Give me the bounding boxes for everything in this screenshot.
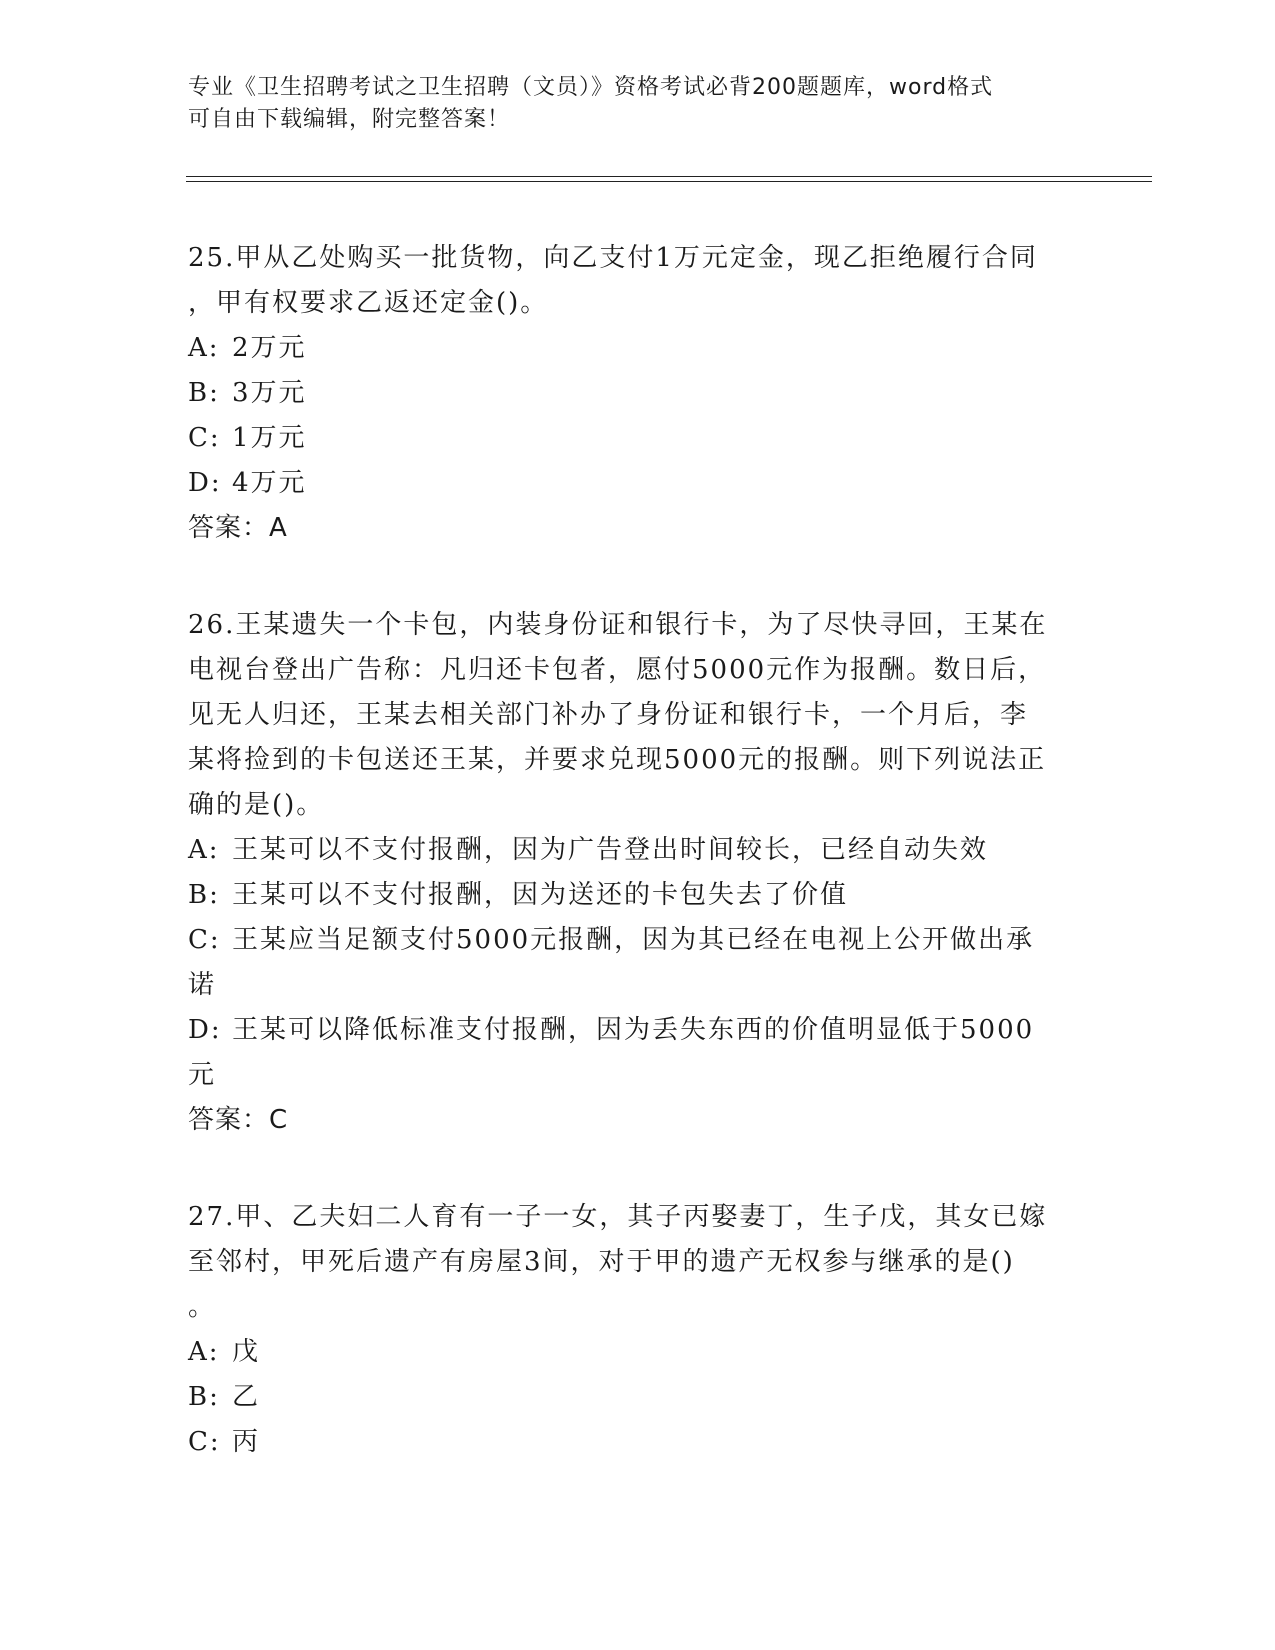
option-d	[188, 1008, 1068, 1053]
option-key: A:	[188, 835, 220, 865]
option-key: D:	[188, 468, 222, 498]
option-text: 王某可以降低标准支付报酬，因为丢失东西的价值明显低于5000	[232, 1015, 1035, 1045]
question-text-line: 26.王某遗失一个卡包，内装身份证和银行卡，为了尽快寻回，王某在	[188, 610, 1048, 640]
option-text: 4万元	[232, 468, 307, 498]
option-text: 2万元	[232, 333, 307, 363]
option-key: B:	[188, 880, 220, 910]
option-d	[188, 461, 1068, 506]
option-key: C:	[188, 423, 221, 453]
header-divider	[186, 176, 1152, 182]
option-d-continuation: 元	[188, 1060, 217, 1090]
option-key: C:	[188, 1427, 221, 1457]
option-a	[188, 828, 1068, 873]
option-c	[188, 1420, 1068, 1465]
option-b	[188, 1375, 1068, 1420]
question-text-line: 27.甲、乙夫妇二人育有一子一女，其子丙娶妻丁，生子戊，其女已嫁	[188, 1202, 1048, 1232]
question-text-line: 电视台登出广告称：凡归还卡包者，愿付5000元作为报酬。数日后，	[188, 655, 1047, 685]
header-line-2: 可自由下载编辑，附完整答案！	[188, 107, 511, 132]
option-c	[188, 416, 1068, 461]
option-key: D:	[188, 1015, 222, 1045]
question-list	[188, 236, 1068, 1517]
question-text-line: 某将捡到的卡包送还王某，并要求兑现5000元的报酬。则下列说法正	[188, 745, 1047, 775]
question-text-line: ，甲有权要求乙返还定金()。	[188, 288, 549, 318]
answer-label: 答案：C	[188, 1105, 289, 1135]
option-a	[188, 1330, 1068, 1375]
question-text-line: 。	[188, 1292, 217, 1322]
question-26	[188, 603, 1068, 1143]
option-key: A:	[188, 333, 220, 363]
option-key: A:	[188, 1337, 220, 1367]
answer-label: 答案：A	[188, 513, 288, 543]
question-text-line: 25.甲从乙处购买一批货物，向乙支付1万元定金，现乙拒绝履行合同	[188, 243, 1038, 273]
option-text: 王某应当足额支付5000元报酬，因为其已经在电视上公开做出承	[232, 925, 1035, 955]
option-key: C:	[188, 925, 221, 955]
option-key: B:	[188, 1382, 220, 1412]
option-text: 乙	[232, 1382, 261, 1412]
question-25	[188, 236, 1068, 551]
option-text: 丙	[232, 1427, 261, 1457]
option-key: B:	[188, 378, 220, 408]
question-text-line: 见无人归还，王某去相关部门补办了身份证和银行卡，一个月后，李	[188, 700, 1029, 730]
option-text: 戊	[232, 1337, 261, 1367]
option-b	[188, 873, 1068, 918]
option-b	[188, 371, 1068, 416]
question-text-line: 至邻村，甲死后遗产有房屋3间，对于甲的遗产无权参与继承的是()	[188, 1247, 1015, 1277]
option-c	[188, 918, 1068, 963]
option-text: 3万元	[232, 378, 307, 408]
option-a	[188, 326, 1068, 371]
document-header	[188, 72, 1068, 136]
question-27	[188, 1195, 1068, 1465]
question-text-line: 确的是()。	[188, 790, 325, 820]
option-text: 王某可以不支付报酬，因为送还的卡包失去了价值	[232, 880, 849, 910]
option-text: 王某可以不支付报酬，因为广告登出时间较长，已经自动失效	[232, 835, 989, 865]
header-line-1: 专业《卫生招聘考试之卫生招聘（文员）》资格考试必背200题题库，word格式	[188, 75, 994, 100]
option-text: 1万元	[232, 423, 307, 453]
option-c-continuation: 诺	[188, 970, 217, 1000]
